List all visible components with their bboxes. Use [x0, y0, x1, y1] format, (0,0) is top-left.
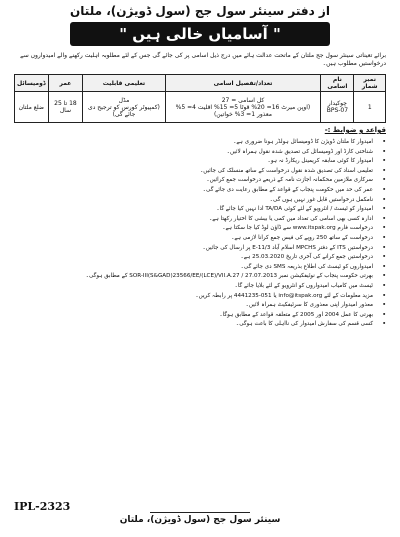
signature-text: سینئر سول جج (سول ڈویژن)، ملتان: [119, 515, 281, 525]
office-header: از دفتر سینئر سول جج (سول ڈویژن)، ملتان: [70, 4, 330, 18]
rule-text: شناختی کارڈ اور ڈومیسائل کی تصدیق شدہ نقول ہمراہ لائیں۔: [226, 148, 373, 155]
vacancy-quota: (اوپن میرٹ 16= 20% قوٹا 5= 15% اقلیت 4= 5% معذور 1= 3% خواتین): [175, 103, 311, 118]
list-item: [14, 215, 386, 224]
list-item: [14, 301, 386, 310]
rule-text: ادارہ کسی بھی اسامی کی تعداد میں کمی یا بیشی کا اختیار رکھتا ہے۔: [209, 215, 373, 222]
rule-bullet: •: [382, 311, 386, 318]
vacancies-banner: " آسامیاں خالی ہیں ": [70, 22, 330, 46]
intro-text: برائے تعیناتی سینئر سول جج ملتان کے ماتحت عدالت ہائے میں درج ذیل اسامی پر کی جائے گی جس کے لئے مطلوبہ اہلیت رکھنے والے امیدواروں سے درخواستیں مطلوب ہیں۔: [20, 52, 386, 67]
rule-bullet: •: [382, 225, 386, 232]
rule-bullet: •: [382, 139, 386, 145]
rule-bullet: •: [382, 282, 386, 289]
rule-text: بھرتی حکومت پنجاب کے نوٹیفکیشن نمبر 27.07.2013 / SOR-III(S&GAD)23566/EE/(LCE)/VII.A.27 کے مطابق ہوگی۔: [85, 273, 373, 280]
list-item: [14, 292, 386, 301]
rule-bullet: •: [382, 167, 386, 174]
rule-bullet: •: [382, 263, 386, 270]
cell-domicile: ضلع ملتان: [15, 92, 49, 123]
rule-text: امیدواروں کو ٹیسٹ کی اطلاع بذریعہ SMS دی جائے گی۔: [240, 263, 373, 270]
list-item: [14, 205, 386, 214]
list-item: [14, 263, 386, 272]
list-item: [14, 196, 386, 205]
cell-vacancies: [165, 92, 321, 123]
cell-post: [321, 92, 354, 123]
rule-text: تعلیمی اسناد کی تصدیق شدہ نقول درخواست کے ساتھ منسلک کی جائیں۔: [199, 167, 373, 174]
list-item: [14, 148, 386, 157]
rule-bullet: •: [382, 273, 386, 280]
rule-bullet: •: [382, 244, 386, 251]
rule-text: معذور امیدوار اپنی معذوری کا سرٹیفکیٹ ہمراہ لائیں۔: [245, 302, 373, 309]
rule-bullet: •: [382, 292, 386, 299]
ad-code: IPL-2323: [14, 500, 71, 513]
rule-text: امیدوار کا کوئی سابقہ کریمینل ریکارڈ نہ ہو۔: [267, 158, 373, 165]
list-item: [14, 234, 386, 243]
list-item: [14, 186, 386, 195]
list-item: [14, 157, 386, 166]
list-item: [14, 253, 386, 262]
list-item: [14, 282, 386, 291]
col-header-serial: نمبر شمار: [354, 75, 386, 92]
rule-bullet: •: [382, 196, 386, 203]
list-item: [14, 244, 386, 253]
rule-bullet: •: [382, 177, 386, 184]
rule-text: درخواست کے ساتھ 250 روپے کی فیس جمع کرانا لازمی ہے۔: [231, 234, 373, 241]
list-item: [14, 224, 386, 233]
rule-bullet: •: [382, 302, 386, 309]
cell-qualification: [83, 92, 165, 123]
rule-text: امیدوار کا ملتان ڈویژن کا ڈومیسائل ہولڈر ہونا ضروری ہے۔: [233, 139, 373, 145]
rule-text: کسی قسم کی سفارش امیدوار کی نااہلی کا باعث ہوگی۔: [235, 321, 373, 328]
rules-list: [14, 138, 386, 330]
rule-bullet: •: [382, 148, 386, 155]
rule-text: ٹیسٹ میں کامیاب امیدواروں کو انٹرویو کے لئے بلایا جائے گا۔: [234, 282, 373, 289]
rule-text: نامکمل درخواستیں قابل غور نہیں ہوں گی۔: [269, 196, 373, 203]
rule-text: سرکاری ملازمین محکمانہ اجازت نامہ کے ذریعے درخواست جمع کرائیں۔: [206, 177, 373, 184]
rule-text: درخواستیں ITS کے دفتر MPCHS اسلام آباد E-11/3 پر ارسال کی جائیں۔: [202, 244, 373, 251]
cell-serial: 1: [354, 92, 386, 123]
rule-bullet: •: [382, 215, 386, 222]
rule-text: مزید معلومات کے لئے info@itspak.org یا 051-4441235 پر رابطہ کریں۔: [195, 292, 373, 299]
qualification-note: (کمپیوٹر کورس کو ترجیح دی جائے گی): [88, 103, 160, 118]
col-header-vacancies: تعداد/تفصیل اسامی: [165, 75, 321, 92]
rule-text: امیدوار کو ٹیسٹ / انٹرویو کے لئے کوئی TA/DA ادا نہیں کیا جائے گا۔: [216, 206, 373, 213]
list-item: [14, 176, 386, 185]
vacancy-total: کل اسامی = 27: [221, 96, 265, 104]
rule-bullet: •: [382, 234, 386, 241]
signature-line: [150, 512, 250, 513]
list-item: [14, 272, 386, 281]
table-row: [15, 92, 386, 123]
qualification-main: مڈل: [118, 96, 130, 104]
rule-bullet: •: [382, 158, 386, 165]
post-scale: BPS-07: [326, 107, 349, 114]
rule-text: بھرتی کا عمل 2004 اور 2005 کے متعلقہ قواعد کے مطابق ہوگا۔: [219, 311, 373, 318]
rule-bullet: •: [382, 321, 386, 328]
rule-bullet: •: [382, 254, 386, 261]
list-item: [14, 311, 386, 320]
rule-bullet: •: [382, 186, 386, 193]
col-header-qualification: تعلیمی قابلیت: [83, 75, 165, 92]
vacancy-table: [14, 74, 386, 123]
rules-title: قواعد و ضوابط :-: [324, 126, 386, 134]
rule-bullet: •: [382, 206, 386, 213]
list-item: [14, 167, 386, 176]
post-name: چوکیدار: [327, 100, 347, 107]
col-header-age: عمر: [48, 75, 83, 92]
cell-age: 18 تا 25 سال: [48, 92, 83, 123]
table-header-row: [15, 75, 386, 92]
col-header-post: نام اسامی: [321, 75, 354, 92]
list-item: [14, 138, 386, 147]
rule-text: درخواستیں جمع کرانے کی آخری تاریخ 25.03.2020 ہے۔: [240, 254, 373, 261]
col-header-domicile: ڈومیسائل: [15, 75, 49, 92]
list-item: [14, 320, 386, 329]
rule-text: عمر کی حد میں حکومت پنجاب کے قواعد کے مطابق رعایت دی جائے گی۔: [202, 186, 373, 193]
rule-text: درخواست فارم www.itspak.org سے ڈاؤن لوڈ کیا جا سکتا ہے۔: [222, 225, 373, 232]
